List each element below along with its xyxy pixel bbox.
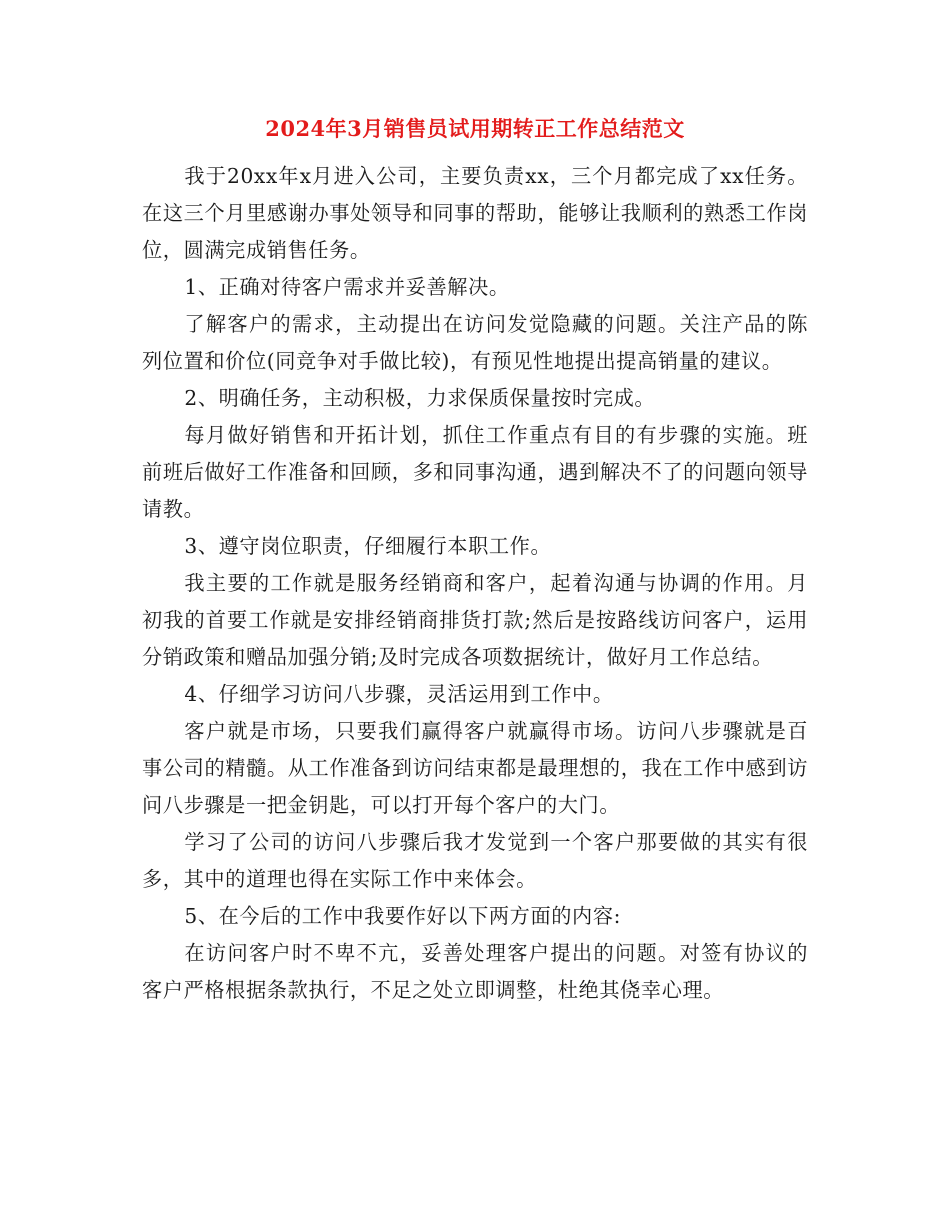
paragraph-heading-5: 5、在今后的工作中我要作好以下两方面的内容: [184,904,622,928]
document-body [142,158,808,1009]
paragraph-heading-3: 3、遵守岗位职责，仔细履行本职工作。 [184,534,552,558]
paragraph-customer-needs: 了解客户的需求，主动提出在访问发觉隐藏的问题。关注产品的陈列位置和价位(同竞争对手做比较)，有预见性地提出提高销量的建议。 [142,312,808,373]
paragraph-eight-steps: 客户就是市场，只要我们赢得客户就赢得市场。访问八步骤就是百事公司的精髓。从工作准备到访问结束都是最理想的，我在工作中感到访问八步骤是一把金钥匙，可以打开每个客户的大门。 [142,719,808,817]
paragraph-heading-2: 2、明确任务，主动积极，力求保质保量按时完成。 [184,386,656,410]
paragraph-monthly-plan: 每月做好销售和开拓计划，抓住工作重点有目的有步骤的实施。班前班后做好工作准备和回顾，多和同事沟通，遇到解决不了的问题向领导请教。 [142,423,808,521]
document-title: 2024年3月销售员试用期转正工作总结范文 [265,116,685,141]
paragraph-intro: 我于20xx年x月进入公司，主要负责xx，三个月都完成了xx任务。在这三个月里感谢办事处领导和同事的帮助，能够让我顺利的熟悉工作岗位，圆满完成销售任务。 [142,164,808,262]
paragraph-main-work: 我主要的工作就是服务经销商和客户，起着沟通与协调的作用。月初我的首要工作就是安排经销商排货打款;然后是按路线访问客户，运用分销政策和赠品加强分销;及时完成各项数据统计，做好月工作总结。 [142,571,808,669]
paragraph-learning: 学习了公司的访问八步骤后我才发觉到一个客户那要做的其实有很多，其中的道理也得在实际工作中来体会。 [142,830,808,891]
paragraph-heading-1: 1、正确对待客户需求并妥善解决。 [184,275,510,299]
paragraph-heading-4: 4、仔细学习访问八步骤，灵活运用到工作中。 [184,682,614,706]
paragraph-visit-clients: 在访问客户时不卑不亢，妥善处理客户提出的问题。对签有协议的客户严格根据条款执行，不足之处立即调整，杜绝其侥幸心理。 [142,941,808,1002]
